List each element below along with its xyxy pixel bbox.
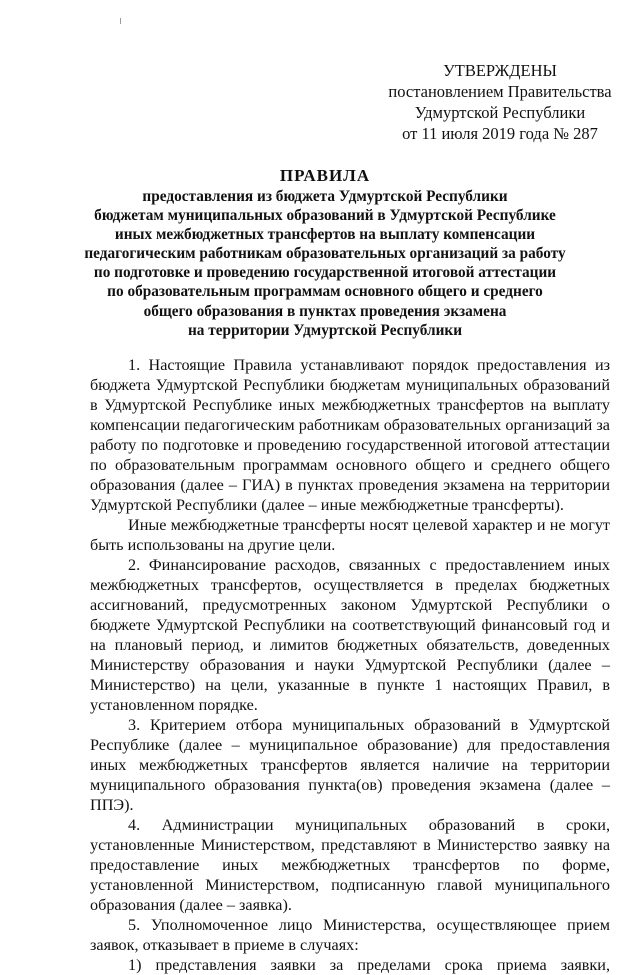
title-line: по образовательным программам основного общего и среднего: [107, 283, 543, 301]
paragraph: 4. Администрации муниципальных образований в сроки, установленные Министерством, представляют в Министерство заявку на предоставление иных межбюджетных трансфертов по форме, установленной Министерством, подписанную главой муниципального образования (далее – заявка).: [90, 816, 610, 914]
approval-line: постановлением Правительства: [388, 82, 612, 101]
title-main: ПРАВИЛА: [279, 166, 371, 185]
title-line: педагогическим работникам образовательных организаций за работу: [84, 245, 566, 263]
paragraph: 3. Критерием отбора муниципальных образований в Удмуртской Республике (далее – муниципальное образование) для предоставления иных межбюджетных трансфертов является наличие на территории муниципального образования пункта(ов) проведения экзамена (далее – ППЭ).: [90, 716, 610, 814]
document-title: [70, 165, 580, 340]
paragraph: 5. Уполномоченное лицо Министерства, осуществляющее прием заявок, отказывает в приеме в случаях:: [90, 916, 610, 954]
approval-line: от 11 июля 2019 года № 287: [402, 124, 598, 143]
document-body: [90, 355, 610, 975]
paragraph: 1. Настоящие Правила устанавливают порядок предоставления из бюджета Удмуртской Республики бюджетам муниципальных образований в Удмуртской Республике иных межбюджетных трансфертов на выплату компенсации педагогическим работникам образовательных организаций за работу по подготовке и проведению государственной итоговой аттестации по образовательным программам основного общего и среднего общего образования (далее – ГИА) в пунктах проведения экзамена на территории Удмуртской Республики (далее – иные межбюджетные трансферты).: [90, 356, 610, 514]
approval-heading: УТВЕРЖДЕНЫ: [443, 61, 557, 80]
title-line: на территории Удмуртской Республики: [187, 321, 463, 339]
scan-mark: [120, 18, 121, 24]
paragraph: 2. Финансирование расходов, связанных с предоставлением иных межбюджетных трансфертов, осуществляется в пределах бюджетных ассигнований, предусмотренных законом Удмуртской Республики о бюджете Удмуртской Республики на соответствующий финансовый год и на плановый период, и лимитов бюджетных обязательств, доведенных Министерству образования и науки Удмуртской Республики (далее – Министерство) на цели, указанные в пункте 1 настоящих Правил, в установленном порядке.: [90, 556, 610, 714]
title-line: иных межбюджетных трансфертов на выплату компенсации: [114, 226, 536, 244]
title-line: общего образования в пунктах проведения экзамена: [143, 302, 507, 320]
title-line: бюджетам муниципальных образований в Удмуртской Республике: [94, 207, 556, 225]
approval-line: Удмуртской Республики: [414, 103, 586, 122]
paragraph: Иные межбюджетные трансферты носят целевой характер и не могут быть использованы на другие цели.: [90, 516, 610, 554]
title-line: по подготовке и проведению государственной итоговой аттестации: [93, 264, 557, 282]
paragraph: 1) представления заявки за пределами срока приема заявки,: [128, 956, 610, 974]
approval-block: [380, 60, 620, 144]
title-line: предоставления из бюджета Удмуртской Республики: [142, 188, 508, 205]
